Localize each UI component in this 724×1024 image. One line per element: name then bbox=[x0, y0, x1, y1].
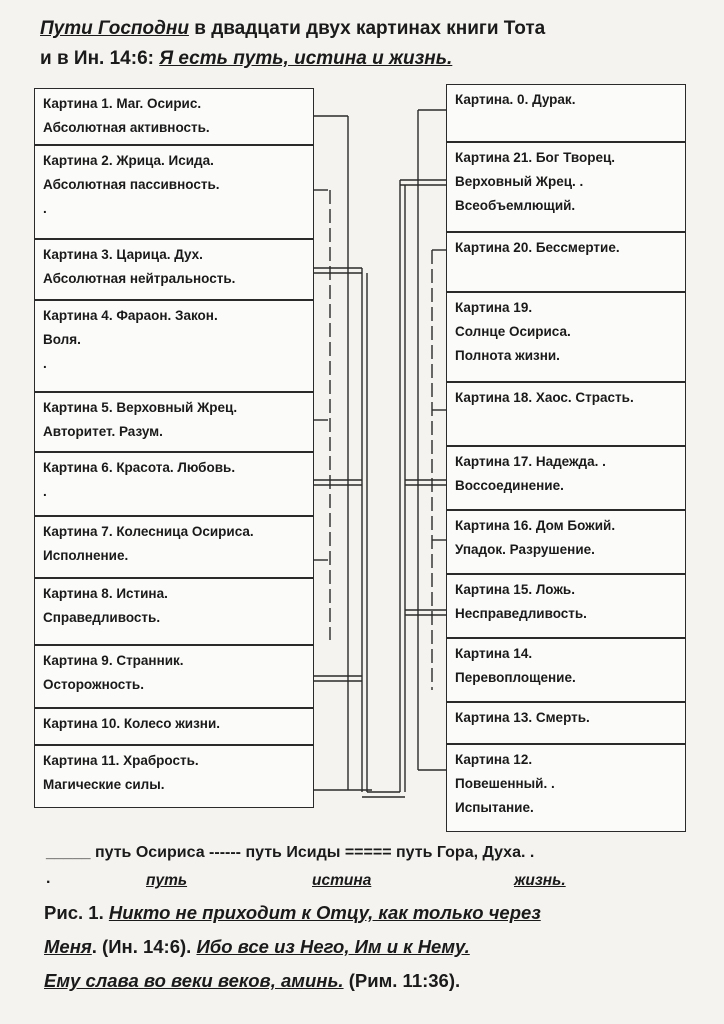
right-card-7-line-1: Картина 16. Дом Божий. bbox=[455, 518, 616, 533]
legend-dot: . bbox=[46, 870, 51, 887]
left-card-6-line-2: . bbox=[43, 484, 47, 499]
right-card-2 bbox=[446, 142, 686, 232]
left-card-10-line-1: Картина 10. Колесо жизни. bbox=[43, 716, 220, 731]
right-card-8-line-2: Несправедливость. bbox=[455, 606, 587, 621]
left-card-11-line-1: Картина 11. Храбрость. bbox=[43, 753, 199, 768]
left-card-2-line-3: . bbox=[43, 201, 47, 216]
left-card-7 bbox=[34, 516, 314, 578]
left-card-1-line-1: Картина 1. Маг. Осирис. bbox=[43, 96, 202, 111]
left-card-2-line-2: Абсолютная пассивность. bbox=[43, 177, 220, 192]
left-card-7-line-1: Картина 7. Колесница Осириса. bbox=[43, 524, 254, 539]
right-card-11 bbox=[446, 744, 686, 832]
left-card-7-line-2: Исполнение. bbox=[43, 548, 129, 563]
caption-ref-2: (Рим. 11:36). bbox=[343, 970, 461, 991]
right-card-6-line-1: Картина 17. Надежда. . bbox=[455, 454, 606, 469]
right-card-5-line-1: Картина 18. Хаос. Страсть. bbox=[455, 390, 634, 405]
left-card-5-line-1: Картина 5. Верховный Жрец. bbox=[43, 400, 238, 415]
right-card-9-line-1: Картина 14. bbox=[455, 646, 533, 661]
right-card-11-line-1: Картина 12. bbox=[455, 752, 533, 767]
left-card-3 bbox=[34, 239, 314, 300]
caption-quote-1: Никто не приходит к Отцу, как только через bbox=[108, 902, 541, 923]
left-card-4-line-2: Воля. bbox=[43, 332, 81, 347]
right-card-4-line-2: Солнце Осириса. bbox=[455, 324, 571, 339]
right-card-1 bbox=[446, 84, 686, 142]
left-card-1 bbox=[34, 88, 314, 145]
left-card-5 bbox=[34, 392, 314, 452]
right-card-3-line-1: Картина 20. Бессмертие. bbox=[455, 240, 620, 255]
right-card-11-line-3: Испытание. bbox=[455, 800, 534, 815]
right-card-3 bbox=[446, 232, 686, 292]
left-card-3-line-1: Картина 3. Царица. Дух. bbox=[43, 247, 203, 262]
figure-caption bbox=[44, 896, 704, 998]
left-card-6-line-1: Картина 6. Красота. Любовь. bbox=[43, 460, 236, 475]
legend-word-istina: истина bbox=[312, 872, 372, 889]
left-card-2 bbox=[34, 145, 314, 239]
left-card-8-line-2: Справедливость. bbox=[43, 610, 161, 625]
right-card-6 bbox=[446, 446, 686, 510]
left-card-5-line-2: Авторитет. Разум. bbox=[43, 424, 163, 439]
legend-word-zhizn: жизнь. bbox=[514, 872, 566, 889]
left-card-4-line-1: Картина 4. Фараон. Закон. bbox=[43, 308, 218, 323]
right-card-7-line-2: Упадок. Разрушение. bbox=[455, 542, 595, 557]
left-card-9 bbox=[34, 645, 314, 708]
right-card-2-line-1: Картина 21. Бог Творец. bbox=[455, 150, 616, 165]
title-part2: в двадцати двух картинах книги Тота bbox=[188, 18, 546, 39]
right-card-4-line-3: Полнота жизни. bbox=[455, 348, 560, 363]
right-card-2-line-3: Всеобъемлющий. bbox=[455, 198, 576, 213]
caption-prefix: Рис. 1. bbox=[44, 902, 109, 923]
caption-quote-4: Ему слава во веки веков, аминь. bbox=[44, 970, 344, 991]
right-card-9-line-2: Перевоплощение. bbox=[455, 670, 576, 685]
right-card-1-line-1: Картина. 0. Дурак. bbox=[455, 92, 576, 107]
left-card-4-line-3: . bbox=[43, 356, 47, 371]
left-card-3-line-2: Абсолютная нейтральность. bbox=[43, 271, 236, 286]
left-card-9-line-1: Картина 9. Странник. bbox=[43, 653, 184, 668]
legend-word-put: путь bbox=[146, 872, 188, 889]
right-card-8 bbox=[446, 574, 686, 638]
right-card-4 bbox=[446, 292, 686, 382]
left-card-8-line-1: Картина 8. Истина. bbox=[43, 586, 168, 601]
left-card-11 bbox=[34, 745, 314, 808]
caption-ref-1: . (Ин. 14:6). bbox=[91, 936, 197, 957]
right-card-7 bbox=[446, 510, 686, 574]
left-card-4 bbox=[34, 300, 314, 392]
caption-quote-3: Ибо все из Него, Им и к Нему. bbox=[196, 936, 470, 957]
right-card-10 bbox=[446, 702, 686, 744]
title-part3: и в Ин. 14:6: bbox=[40, 48, 160, 69]
legend-line: _____ путь Осириса ------ путь Исиды ===== путь Гора, Духа. . bbox=[46, 844, 535, 861]
left-card-6 bbox=[34, 452, 314, 516]
left-card-1-line-2: Абсолютная активность. bbox=[43, 120, 210, 135]
right-card-10-line-1: Картина 13. Смерть. bbox=[455, 710, 590, 725]
right-card-4-line-1: Картина 19. bbox=[455, 300, 533, 315]
title-part1: Пути Господни bbox=[40, 18, 189, 39]
title-part4: Я есть путь, истина и жизнь. bbox=[159, 48, 453, 69]
left-card-11-line-2: Магические силы. bbox=[43, 777, 165, 792]
left-card-8 bbox=[34, 578, 314, 645]
left-card-10 bbox=[34, 708, 314, 745]
right-card-2-line-2: Верховный Жрец. . bbox=[455, 174, 584, 189]
left-card-9-line-2: Осторожность. bbox=[43, 677, 144, 692]
left-card-2-line-1: Картина 2. Жрица. Исида. bbox=[43, 153, 214, 168]
right-card-11-line-2: Повешенный. . bbox=[455, 776, 555, 791]
right-card-5 bbox=[446, 382, 686, 446]
caption-quote-2: Меня bbox=[44, 936, 92, 957]
right-card-8-line-1: Картина 15. Ложь. bbox=[455, 582, 575, 597]
right-card-6-line-2: Воссоединение. bbox=[455, 478, 564, 493]
right-card-9 bbox=[446, 638, 686, 702]
